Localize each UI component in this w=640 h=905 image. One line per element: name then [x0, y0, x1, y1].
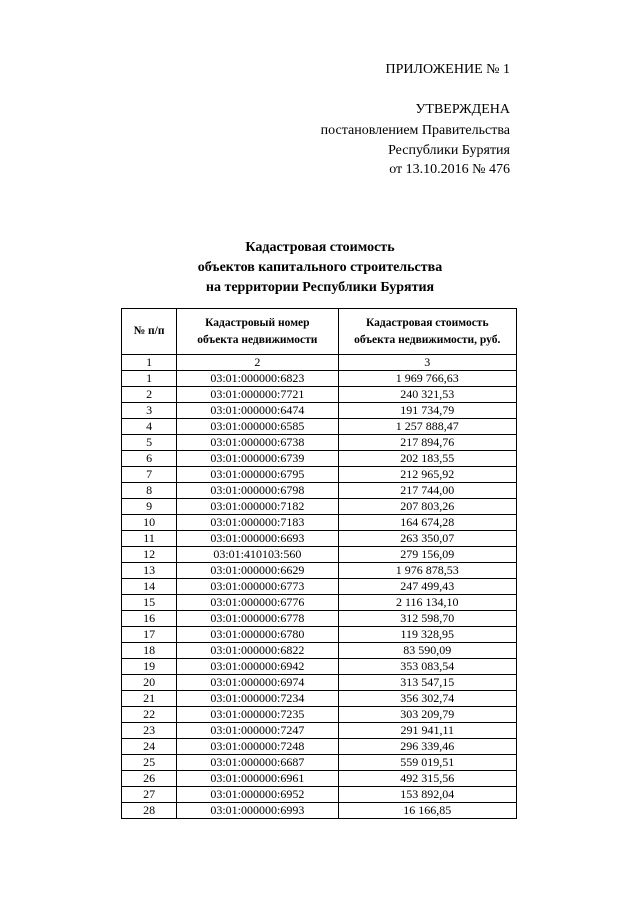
table-body: [122, 371, 517, 819]
cadastral-number-cell: 03:01:000000:6952: [177, 787, 338, 803]
cadastral-value-cell: 1 257 888,47: [338, 419, 516, 435]
header-cadastral-number: [177, 309, 338, 355]
cadastral-value-cell: 1 969 766,63: [338, 371, 516, 387]
row-number-cell: 20: [122, 675, 177, 691]
cadastral-number-cell: 03:01:410103:560: [177, 547, 338, 563]
cadastral-number-cell: 03:01:000000:6974: [177, 675, 338, 691]
cadastral-number-cell: 03:01:000000:6738: [177, 435, 338, 451]
header-cadastral-line-2: объекта недвижимости: [197, 333, 318, 346]
cadastral-number-cell: 03:01:000000:6776: [177, 595, 338, 611]
table-row: [122, 739, 517, 755]
cadastral-value-cell: 207 803,26: [338, 499, 516, 515]
row-number-cell: 3: [122, 403, 177, 419]
header-value-line-2: объекта недвижимости, руб.: [354, 333, 501, 346]
table-row: [122, 579, 517, 595]
row-number-cell: 8: [122, 483, 177, 499]
approved-label: УТВЕРЖДЕНА: [415, 102, 510, 117]
table-row: [122, 499, 517, 515]
cadastral-value-cell: 291 941,11: [338, 723, 516, 739]
cadastral-value-cell: 217 894,76: [338, 435, 516, 451]
cadastral-number-cell: 03:01:000000:6942: [177, 659, 338, 675]
title-line-1: Кадастровая стоимость: [245, 240, 395, 255]
row-number-cell: 23: [122, 723, 177, 739]
appendix-label: ПРИЛОЖЕНИЕ № 1: [385, 62, 510, 77]
title-line-3: на территории Республики Бурятия: [205, 280, 435, 295]
header-num: № п/п: [122, 309, 177, 355]
column-number: 3: [338, 355, 516, 371]
cadastral-number-cell: 03:01:000000:6780: [177, 627, 338, 643]
table-row: [122, 515, 517, 531]
header-cadastral-line-1: Кадастровый номер: [205, 316, 310, 329]
cadastral-value-cell: 247 499,43: [338, 579, 516, 595]
cadastral-value-cell: 191 734,79: [338, 403, 516, 419]
cadastral-table: [121, 308, 517, 819]
table-row: [122, 787, 517, 803]
row-number-cell: 19: [122, 659, 177, 675]
approval-date: от 13.10.2016 № 476: [389, 162, 510, 177]
cadastral-number-cell: 03:01:000000:6687: [177, 755, 338, 771]
cadastral-value-cell: 153 892,04: [338, 787, 516, 803]
cadastral-number-cell: 03:01:000000:7235: [177, 707, 338, 723]
cadastral-value-cell: 312 598,70: [338, 611, 516, 627]
cadastral-number-cell: 03:01:000000:6778: [177, 611, 338, 627]
cadastral-number-cell: 03:01:000000:7248: [177, 739, 338, 755]
row-number-cell: 2: [122, 387, 177, 403]
cadastral-number-cell: 03:01:000000:7721: [177, 387, 338, 403]
cadastral-value-cell: 492 315,56: [338, 771, 516, 787]
row-number-cell: 26: [122, 771, 177, 787]
header-cadastral-value: [338, 309, 516, 355]
row-number-cell: 16: [122, 611, 177, 627]
cadastral-value-cell: 202 183,55: [338, 451, 516, 467]
row-number-cell: 9: [122, 499, 177, 515]
cadastral-number-cell: 03:01:000000:7234: [177, 691, 338, 707]
document-title: [0, 238, 640, 298]
cadastral-number-cell: 03:01:000000:6961: [177, 771, 338, 787]
cadastral-value-cell: 212 965,92: [338, 467, 516, 483]
row-number-cell: 13: [122, 563, 177, 579]
cadastral-value-cell: 559 019,51: [338, 755, 516, 771]
approval-line-1: постановлением Правительства: [320, 123, 510, 138]
row-number-cell: 1: [122, 371, 177, 387]
table-row: [122, 611, 517, 627]
table-row: [122, 755, 517, 771]
cadastral-number-cell: 03:01:000000:7247: [177, 723, 338, 739]
cadastral-number-cell: 03:01:000000:6629: [177, 563, 338, 579]
row-number-cell: 10: [122, 515, 177, 531]
row-number-cell: 25: [122, 755, 177, 771]
cadastral-number-cell: 03:01:000000:6474: [177, 403, 338, 419]
cadastral-value-cell: 2 116 134,10: [338, 595, 516, 611]
row-number-cell: 28: [122, 803, 177, 819]
table-row: [122, 387, 517, 403]
table-row: [122, 771, 517, 787]
cadastral-number-cell: 03:01:000000:6739: [177, 451, 338, 467]
cadastral-number-cell: 03:01:000000:6822: [177, 643, 338, 659]
row-number-cell: 18: [122, 643, 177, 659]
table-row: [122, 467, 517, 483]
approval-line-2: Республики Бурятия: [388, 143, 510, 158]
cadastral-value-cell: 279 156,09: [338, 547, 516, 563]
column-number-row: [122, 355, 517, 371]
cadastral-value-cell: 217 744,00: [338, 483, 516, 499]
cadastral-value-cell: 296 339,46: [338, 739, 516, 755]
table-row: [122, 547, 517, 563]
cadastral-value-cell: 263 350,07: [338, 531, 516, 547]
row-number-cell: 24: [122, 739, 177, 755]
row-number-cell: 5: [122, 435, 177, 451]
cadastral-number-cell: 03:01:000000:6773: [177, 579, 338, 595]
cadastral-number-cell: 03:01:000000:6795: [177, 467, 338, 483]
cadastral-number-cell: 03:01:000000:6693: [177, 531, 338, 547]
row-number-cell: 27: [122, 787, 177, 803]
table-row: [122, 419, 517, 435]
row-number-cell: 11: [122, 531, 177, 547]
table-row: [122, 675, 517, 691]
table-row: [122, 451, 517, 467]
cadastral-number-cell: 03:01:000000:7183: [177, 515, 338, 531]
row-number-cell: 21: [122, 691, 177, 707]
table-header-row: [122, 309, 517, 355]
row-number-cell: 14: [122, 579, 177, 595]
column-number: 2: [177, 355, 338, 371]
table-row: [122, 435, 517, 451]
row-number-cell: 17: [122, 627, 177, 643]
cadastral-value-cell: 16 166,85: [338, 803, 516, 819]
cadastral-value-cell: 119 328,95: [338, 627, 516, 643]
cadastral-value-cell: 353 083,54: [338, 659, 516, 675]
table-row: [122, 371, 517, 387]
cadastral-value-cell: 83 590,09: [338, 643, 516, 659]
cadastral-number-cell: 03:01:000000:6993: [177, 803, 338, 819]
table-row: [122, 643, 517, 659]
row-number-cell: 12: [122, 547, 177, 563]
table-row: [122, 595, 517, 611]
row-number-cell: 6: [122, 451, 177, 467]
cadastral-value-cell: 240 321,53: [338, 387, 516, 403]
row-number-cell: 22: [122, 707, 177, 723]
row-number-cell: 7: [122, 467, 177, 483]
row-number-cell: 4: [122, 419, 177, 435]
cadastral-value-cell: 313 547,15: [338, 675, 516, 691]
table-row: [122, 403, 517, 419]
table-row: [122, 691, 517, 707]
table-row: [122, 707, 517, 723]
cadastral-number-cell: 03:01:000000:6585: [177, 419, 338, 435]
table-row: [122, 483, 517, 499]
table-row: [122, 659, 517, 675]
table-row: [122, 627, 517, 643]
column-number: 1: [122, 355, 177, 371]
row-number-cell: 15: [122, 595, 177, 611]
cadastral-number-cell: 03:01:000000:6798: [177, 483, 338, 499]
title-line-2: объектов капитального строительства: [197, 260, 443, 275]
cadastral-value-cell: 164 674,28: [338, 515, 516, 531]
header-value-line-1: Кадастровая стоимость: [365, 316, 489, 329]
table-row: [122, 531, 517, 547]
table-row: [122, 563, 517, 579]
cadastral-number-cell: 03:01:000000:7182: [177, 499, 338, 515]
table-row: [122, 803, 517, 819]
cadastral-value-cell: 1 976 878,53: [338, 563, 516, 579]
table-row: [122, 723, 517, 739]
cadastral-value-cell: 356 302,74: [338, 691, 516, 707]
cadastral-value-cell: 303 209,79: [338, 707, 516, 723]
cadastral-number-cell: 03:01:000000:6823: [177, 371, 338, 387]
